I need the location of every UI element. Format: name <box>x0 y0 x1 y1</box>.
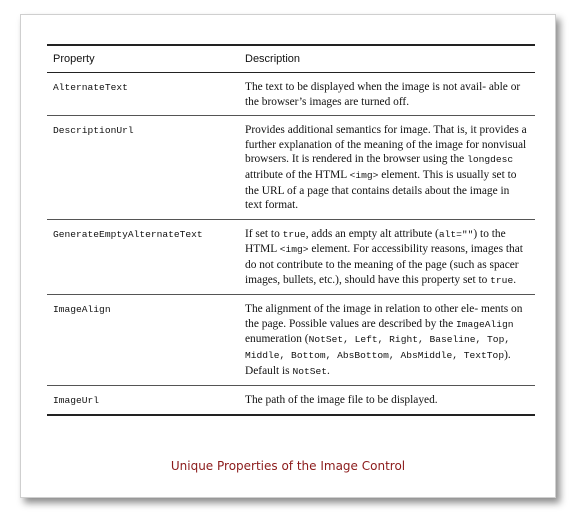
property-description: The alignment of the image in relation to other ele- ments on the page. Possible values are described by the ImageAlign enumeration (NotSet, Left, Right, Baseline, Top, Middle, Bottom, AbsBottom, AbsMiddle, TextTop). Default is NotSet. <box>239 295 535 386</box>
property-name: AlternateText <box>47 73 239 116</box>
figure-card <box>20 14 556 498</box>
property-description: The path of the image file to be displayed. <box>239 386 535 415</box>
property-name: GenerateEmptyAlternateText <box>47 219 239 294</box>
table-row <box>47 219 535 294</box>
table-row <box>47 73 535 116</box>
figure-caption: Unique Properties of the Image Control <box>170 459 406 473</box>
code-true: true <box>282 228 306 240</box>
table-row <box>47 116 535 220</box>
properties-table <box>47 44 535 416</box>
property-name: DescriptionUrl <box>47 116 239 220</box>
code-true: true <box>490 274 514 286</box>
code-alt: alt="" <box>438 228 474 240</box>
code-imagealign: ImageAlign <box>455 318 514 330</box>
property-description: Provides additional semantics for image. That is, it provides a further explanation of the meaning of the image for nonvisual browsers. It is rendered in the browser using the longdesc attribute of the HTML <img> element. This is usually set to the URL of a page that contains details about the image in text format. <box>239 116 535 220</box>
header-property: Property <box>47 45 239 73</box>
table-header-row <box>47 45 535 73</box>
property-description: If set to true, adds an empty alt attribute (alt="") to the HTML <img> element. For accessibility reasons, images that do not contribute to the meaning of the page (such as spacer images, bullets, etc.), should have this property set to true. <box>239 219 535 294</box>
code-longdesc: longdesc <box>467 154 514 166</box>
property-description: The text to be displayed when the image is not avail- able or the browser’s images are turned off. <box>239 73 535 116</box>
table-row <box>47 386 535 415</box>
property-name: ImageAlign <box>47 295 239 386</box>
code-enum-values: NotSet, Left, Right, Baseline, Top, Middle, Bottom, AbsBottom, AbsMiddle, TextTop <box>245 334 511 361</box>
header-description: Description <box>239 45 535 73</box>
table-row <box>47 295 535 386</box>
code-notset: NotSet <box>292 365 327 377</box>
code-img-tag: <img> <box>349 169 379 181</box>
property-name: ImageUrl <box>47 386 239 415</box>
code-img-tag: <img> <box>279 244 309 256</box>
